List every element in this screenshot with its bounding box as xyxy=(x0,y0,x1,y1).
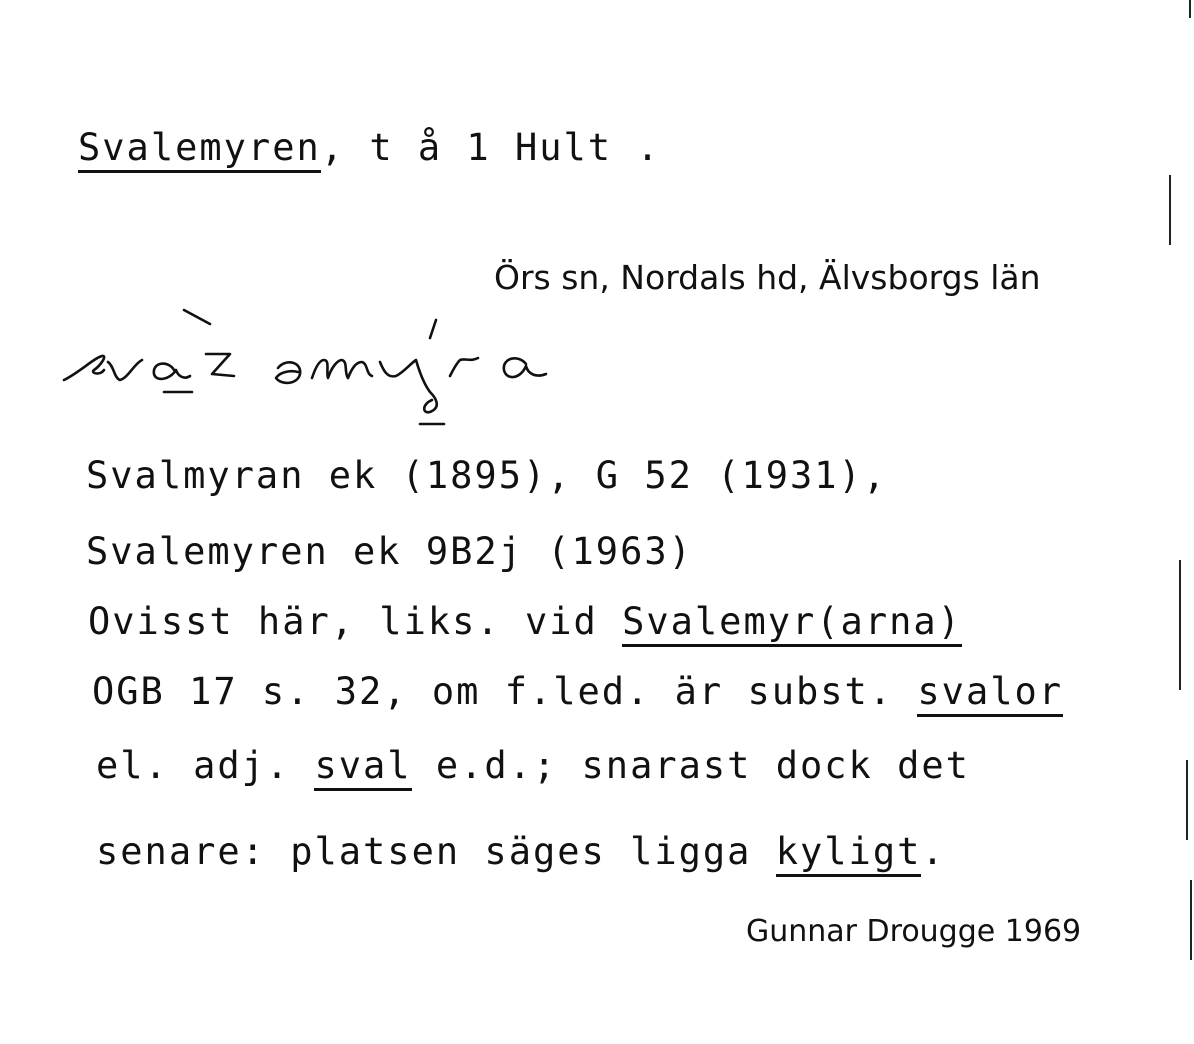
underlined-term: svalor xyxy=(917,670,1063,717)
scan-edge-line xyxy=(1189,0,1191,18)
underlined-term: kyligt xyxy=(776,830,922,877)
text-segment: Ovisst här, liks. vid xyxy=(88,600,623,643)
text-segment: el. adj. xyxy=(96,744,315,787)
text-line-1: Svalmyran ek (1895), G 52 (1931), xyxy=(86,454,888,497)
scan-edge-line xyxy=(1169,175,1171,245)
text-line-5 xyxy=(96,744,970,787)
scan-edge-line xyxy=(1179,560,1181,690)
text-segment: senare: platsen säges ligga xyxy=(96,830,776,873)
underlined-term: sval xyxy=(314,744,411,791)
headword: Svalemyren xyxy=(78,126,321,173)
text-line-4 xyxy=(92,670,1063,713)
headword-rest: , t å 1 Hult . xyxy=(320,126,661,169)
text-segment: OGB 17 s. 32, om f.led. är subst. xyxy=(92,670,918,713)
scan-edge-line xyxy=(1186,760,1188,840)
text-line-3 xyxy=(88,600,962,643)
scan-edge-line xyxy=(1190,880,1192,960)
text-line-2: Svalemyren ek 9B2j (1963) xyxy=(86,530,693,573)
location-line: Örs sn, Nordals hd, Älvsborgs län xyxy=(494,258,1041,297)
underlined-term: Svalemyr(arna) xyxy=(622,600,962,647)
text-segment: . xyxy=(921,830,946,873)
headline xyxy=(78,126,661,169)
text-line-6 xyxy=(96,830,946,873)
phonetic-handwriting xyxy=(50,300,590,440)
signature: Gunnar Drougge 1969 xyxy=(746,914,1082,949)
text-segment: e.d.; snarast dock det xyxy=(411,744,970,787)
